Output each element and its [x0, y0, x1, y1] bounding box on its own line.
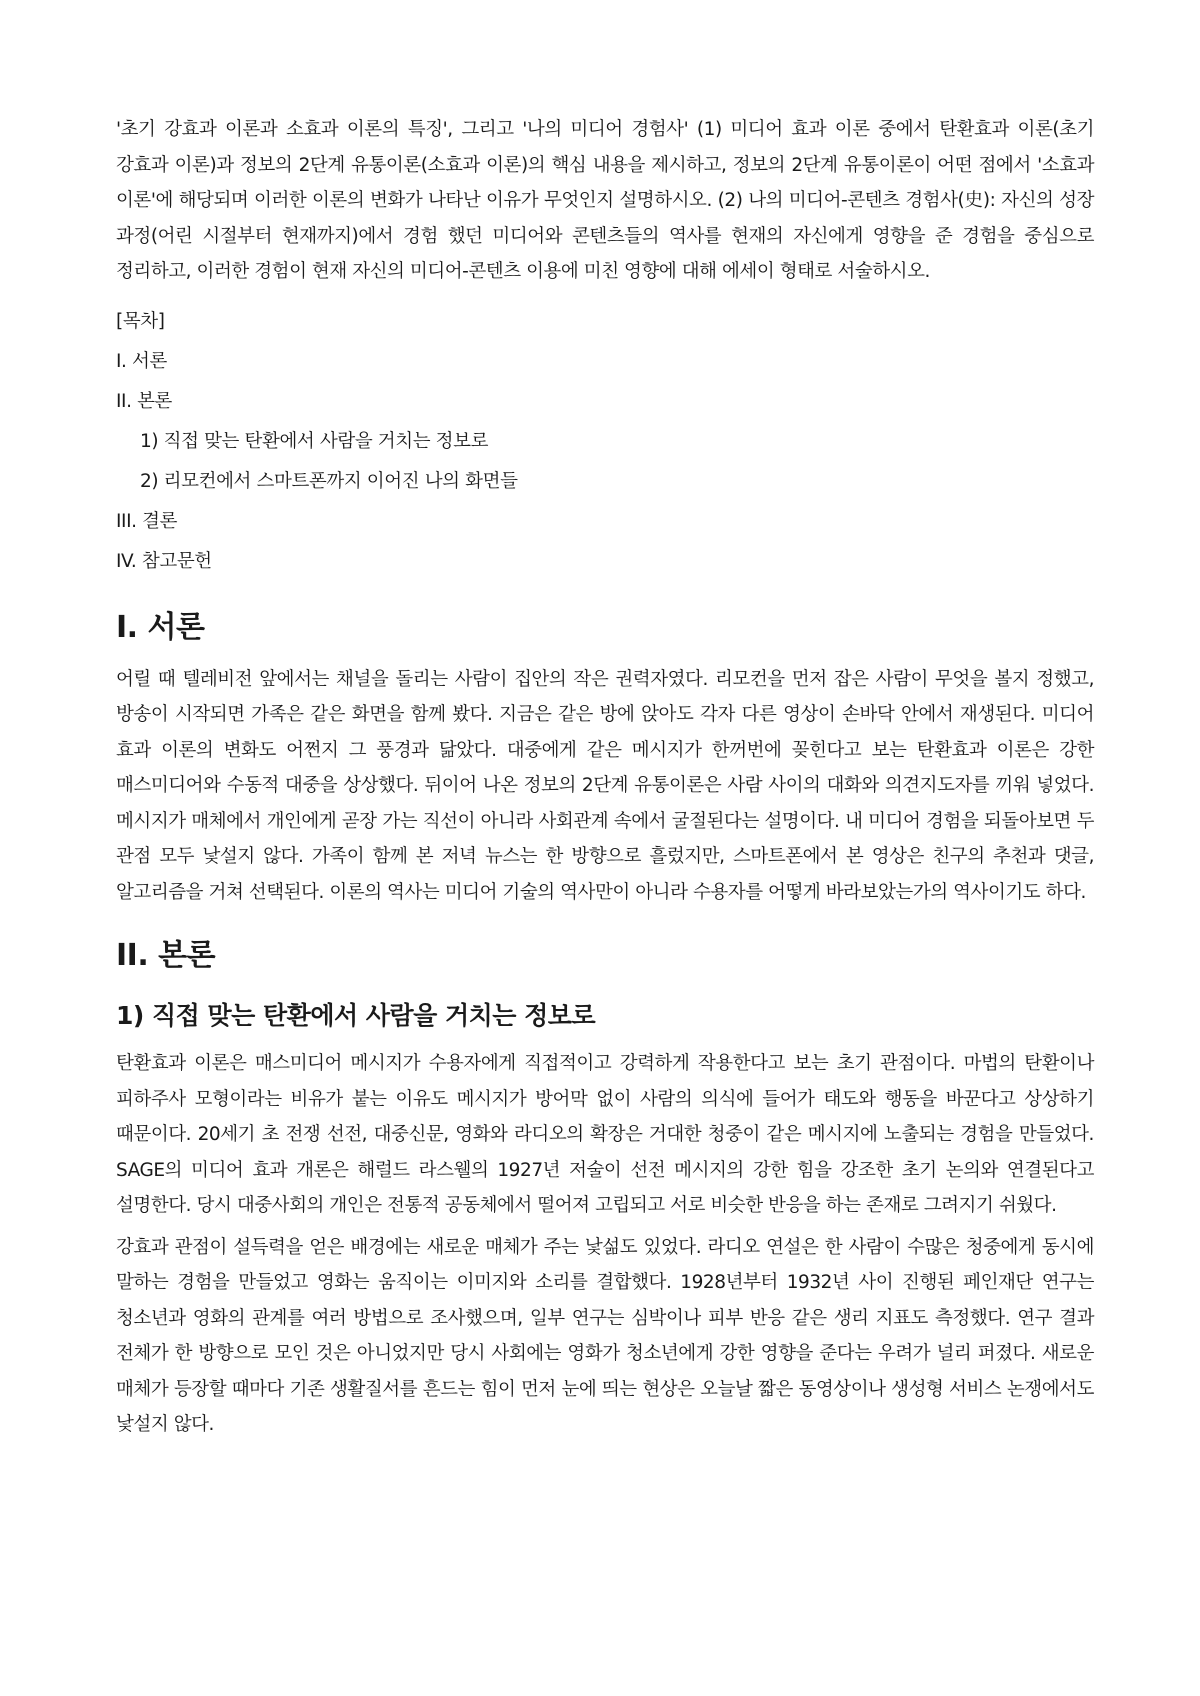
toc-item-main-body-sub2: 2) 리모컨에서 스마트폰까지 이어진 나의 화면들	[140, 470, 518, 492]
main-body-paragraph: 탄환효과 이론은 매스미디어 메시지가 수용자에게 직접적이고 강력하게 작용한다고 보는 초기 관점이다. 마법의 탄환이나 피하주사 모형이라는 비유가 붙는 이유도 메시지가 방어막 없이 사람의 의식에 들어가 태도와 행동을 바꾼다고 상상하기 때문이다. 20세기 초 전쟁 선전, 대중신문, 영화와 라디오의 확장은 거대한 청중이 같은 메시지에 노출되는 경험을 만들었다. SAGE의 미디어 효과 개론은 해럴드 라스웰의 1927년 저술이 선전 메시지의 강한 힘을 강조한 초기 논의와 연결된다고 설명한다. 당시 대중사회의 개인은 전통적 공동체에서 떨어져 고립되고 서로 비슷한 반응을 하는 존재로 그려지기 쉬웠다.	[116, 1053, 1094, 1216]
toc-item-conclusion: III. 결론	[116, 510, 178, 532]
section-heading-main-body: II. 본론	[116, 938, 216, 973]
table-of-contents	[116, 302, 1094, 582]
assignment-prompt: '초기 강효과 이론과 소효과 이론의 특징', 그리고 '나의 미디어 경험사' (1) 미디어 효과 이론 중에서 탄환효과 이론(초기 강효과 이론)과 정보의 2단계 유통이론(소효과 이론)의 핵심 내용을 제시하고, 정보의 2단계 유통이론이 어떤 점에서 '소효과 이론'에 해당되며 이러한 이론의 변화가 나타난 이유가 무엇인지 설명하시오. (2) 나의 미디어-콘텐츠 경험사(史): 자신의 성장 과정(어린 시절부터 현재까지)에서 경험 했던 미디어와 콘텐츠들의 역사를 현재의 자신에게 영향을 준 경험을 중심으로 정리하고, 이러한 경험이 현재 자신의 미디어-콘텐츠 이용에 미친 영향에 대해 에세이 형태로 서술하시오.	[116, 119, 1094, 282]
toc-item-main-body: II. 본론	[116, 390, 173, 412]
subsection-heading-1: 1) 직접 맞는 탄환에서 사람을 거치는 정보로	[116, 1001, 596, 1030]
toc-item-main-body-sub1: 1) 직접 맞는 탄환에서 사람을 거치는 정보로	[140, 430, 489, 452]
main-body-paragraph: 강효과 관점이 설득력을 얻은 배경에는 새로운 매체가 주는 낯섦도 있었다. 라디오 연설은 한 사람이 수많은 청중에게 동시에 말하는 경험을 만들었고 영화는 움직이는 이미지와 소리를 결합했다. 1928년부터 1932년 사이 진행된 페인재단 연구는 청소년과 영화의 관계를 여러 방법으로 조사했으며, 일부 연구는 심박이나 피부 반응 같은 생리 지표도 측정했다. 연구 결과 전체가 한 방향으로 모인 것은 아니었지만 당시 사회에는 영화가 청소년에게 강한 영향을 준다는 우려가 널리 퍼졌다. 새로운 매체가 등장할 때마다 기존 생활질서를 흔드는 힘이 먼저 눈에 띄는 현상은 오늘날 짧은 동영상이나 생성형 서비스 논쟁에서도 낯설지 않다.	[116, 1236, 1094, 1435]
toc-list	[116, 342, 1094, 582]
introduction-paragraph: 어릴 때 텔레비전 앞에서는 채널을 돌리는 사람이 집안의 작은 권력자였다. 리모컨을 먼저 잡은 사람이 무엇을 볼지 정했고, 방송이 시작되면 가족은 같은 화면을 함께 봤다. 지금은 같은 방에 앉아도 각자 다른 영상이 손바닥 안에서 재생된다. 미디어 효과 이론의 변화도 어쩐지 그 풍경과 닮았다. 대중에게 같은 메시지가 한꺼번에 꽂힌다고 보는 탄환효과 이론은 강한 매스미디어와 수동적 대중을 상상했다. 뒤이어 나온 정보의 2단계 유통이론은 사람 사이의 대화와 의견지도자를 끼워 넣었다. 메시지가 매체에서 개인에게 곧장 가는 직선이 아니라 사회관계 속에서 굴절된다는 설명이다. 내 미디어 경험을 되돌아보면 두 관점 모두 낯설지 않다. 가족이 함께 본 저녁 뉴스는 한 방향으로 흘렀지만, 스마트폰에서 본 영상은 친구의 추천과 댓글, 알고리즘을 거쳐 선택된다. 이론의 역사는 미디어 기술의 역사만이 아니라 수용자를 어떻게 바라보았는가의 역사이기도 하다.	[116, 668, 1094, 903]
toc-item-references: IV. 참고문헌	[116, 550, 212, 572]
section-heading-introduction: I. 서론	[116, 609, 205, 645]
toc-title: [목차]	[116, 310, 165, 332]
toc-item-introduction: I. 서론	[116, 350, 167, 372]
